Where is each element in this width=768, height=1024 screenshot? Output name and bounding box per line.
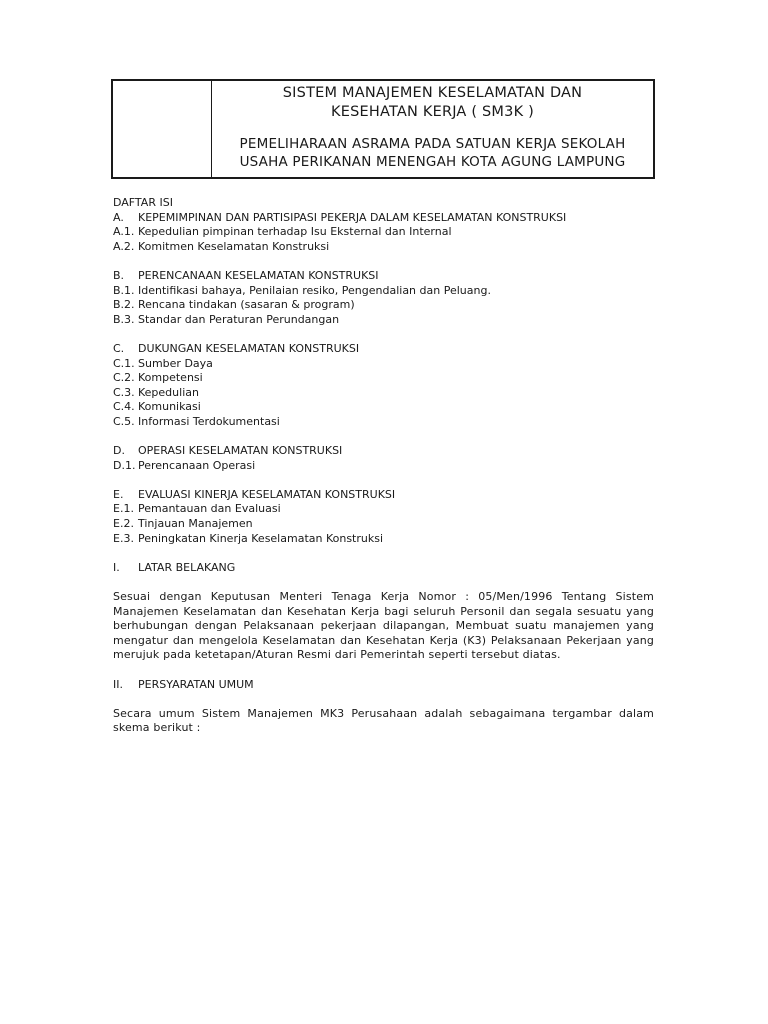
- section-number: E.: [113, 487, 124, 501]
- item-number: B.1.: [113, 283, 135, 297]
- toc-item: [113, 298, 654, 313]
- section-number: D.: [113, 444, 125, 458]
- toc-heading: DAFTAR ISI: [113, 196, 173, 209]
- toc-section-c: [113, 342, 654, 357]
- toc-item: [113, 502, 654, 517]
- logo-cell: [113, 81, 212, 177]
- section-title: KEPEMIMPINAN DAN PARTISIPASI PEKERJA DALAM KESELAMATAN KONSTRUKSI: [138, 210, 567, 224]
- toc-item: [113, 284, 654, 299]
- latar-belakang-paragraph: Sesuai dengan Keputusan Menteri Tenaga Kerja Nomor : 05/Men/1996 Tentang Sistem Manajemen Keselamatan dan Kesehatan Kerja bagi seluruh Personil dan segala sesuatu yang berhubungan dengan Pelaksanaan pekerjaan dilapangan, Membuat suatu manajemen yang mengatur dan mengelola Keselamatan dan Kesehatan Kerja (K3) Pelaksanaan Pekerjaan yang merujuk pada ketetapan/Aturan Resmi dari Pemerintah seperti tersebut diatas.: [113, 590, 654, 662]
- toc-section-a: [113, 211, 654, 226]
- toc-item: [113, 386, 654, 401]
- toc-item: [113, 459, 654, 474]
- toc-item: [113, 532, 654, 547]
- item-number: C.2.: [113, 371, 135, 385]
- toc-item: [113, 240, 654, 255]
- persyaratan-umum-paragraph: Secara umum Sistem Manajemen MK3 Perusahaan adalah sebagaimana tergambar dalam skema berikut :: [113, 706, 654, 735]
- item-number: B.3.: [113, 312, 135, 326]
- item-number: A.1.: [113, 225, 135, 239]
- chapter-number: I.: [113, 560, 120, 574]
- item-label: Identifikasi bahaya, Penilaian resiko, Pengendalian dan Peluang.: [138, 283, 491, 297]
- item-label: Pemantauan dan Evaluasi: [138, 502, 281, 516]
- item-number: E.2.: [113, 517, 134, 531]
- toc-item: [113, 415, 654, 430]
- item-number: C.5.: [113, 414, 135, 428]
- item-label: Informasi Terdokumentasi: [138, 414, 280, 428]
- title-cell: [212, 81, 653, 177]
- document-title-line-1: SISTEM MANAJEMEN KESELAMATAN DAN: [282, 85, 583, 101]
- document-subtitle-line-2: USAHA PERIKANAN MENENGAH KOTA AGUNG LAMPUNG: [239, 154, 626, 170]
- toc-item: [113, 357, 654, 372]
- item-number: A.2.: [113, 239, 135, 253]
- toc-section-d: [113, 444, 654, 459]
- item-number: C.3.: [113, 385, 135, 399]
- document-title-line-2: KESEHATAN KERJA ( SM3K ): [331, 104, 534, 120]
- chapter-number: II.: [113, 677, 123, 691]
- chapter-title: PERSYARATAN UMUM: [138, 677, 254, 691]
- item-label: Standar dan Peraturan Perundangan: [138, 312, 340, 326]
- item-number: E.3.: [113, 531, 134, 545]
- section-title: PERENCANAAN KESELAMATAN KONSTRUKSI: [138, 268, 379, 282]
- item-label: Peningkatan Kinerja Keselamatan Konstruksi: [138, 531, 384, 545]
- item-label: Komunikasi: [138, 400, 201, 414]
- document-body: [113, 196, 654, 736]
- document-subtitle-line-1: PEMELIHARAAN ASRAMA PADA SATUAN KERJA SEKOLAH: [239, 136, 626, 152]
- item-label: Perencanaan Operasi: [138, 458, 256, 472]
- toc-item: [113, 225, 654, 240]
- item-label: Komitmen Keselamatan Konstruksi: [138, 239, 330, 253]
- section-title: OPERASI KESELAMATAN KONSTRUKSI: [138, 444, 343, 458]
- section-number: B.: [113, 268, 125, 282]
- toc-item: [113, 371, 654, 386]
- item-label: Kepedulian pimpinan terhadap Isu Eksternal dan Internal: [138, 225, 452, 239]
- item-number: C.1.: [113, 356, 135, 370]
- item-number: C.4.: [113, 400, 135, 414]
- item-label: Kompetensi: [138, 371, 203, 385]
- chapter-title: LATAR BELAKANG: [138, 560, 236, 574]
- item-label: Kepedulian: [138, 385, 199, 399]
- toc-section-b: [113, 269, 654, 284]
- header-table: [111, 79, 655, 179]
- toc-item: [113, 400, 654, 415]
- chapter-heading-persyaratan-umum: [113, 678, 654, 693]
- item-number: E.1.: [113, 502, 134, 516]
- item-number: D.1.: [113, 458, 136, 472]
- section-title: EVALUASI KINERJA KESELAMATAN KONSTRUKSI: [138, 487, 396, 501]
- item-label: Tinjauan Manajemen: [138, 517, 253, 531]
- section-number: C.: [113, 341, 125, 355]
- section-title: DUKUNGAN KESELAMATAN KONSTRUKSI: [138, 341, 360, 355]
- chapter-heading-latar-belakang: [113, 561, 654, 576]
- item-number: B.2.: [113, 298, 135, 312]
- item-label: Sumber Daya: [138, 356, 213, 370]
- toc-item: [113, 517, 654, 532]
- toc-section-e: [113, 488, 654, 503]
- item-label: Rencana tindakan (sasaran & program): [138, 298, 355, 312]
- toc-item: [113, 313, 654, 328]
- section-number: A.: [113, 210, 124, 224]
